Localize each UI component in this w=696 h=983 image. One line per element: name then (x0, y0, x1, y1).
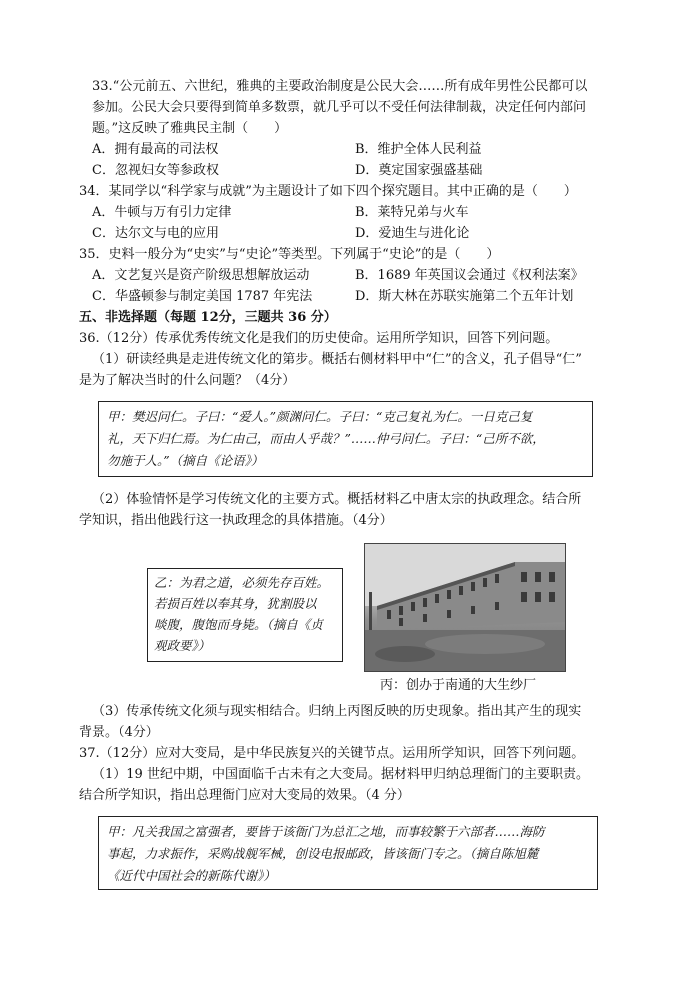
q37-part1-line1: （1）19 世纪中期，中国面临千古未有之大变局。据材料甲归纳总理衙门的主要职责。 (92, 767, 589, 782)
q36-part3-line2: 背景。（4分） (79, 725, 159, 740)
material-yi-line1: 乙：为君之道，必须先存百姓。 (154, 575, 330, 590)
q37-part1-line2: 结合所学知识，指出总理衙门应对大变局的效果。（4 分） (79, 788, 410, 803)
factory-photo (364, 543, 566, 672)
material-jia-line3: 勿施于人。”（摘自《论语》） (107, 453, 264, 468)
q33-option-c[interactable]: C．忽视妇女等参政权 (92, 163, 219, 178)
section-heading: 五、非选择题（每题 12分，三题共 36 分） (79, 310, 337, 325)
q34-option-a[interactable]: A．牛顿与万有引力定律 (92, 205, 232, 220)
q36-intro: 36.（12分）传承优秀传统文化是我们的历史使命。运用所学知识，回答下列问题。 (79, 331, 559, 346)
material-yi-box (147, 568, 343, 662)
material-jia-37-box (98, 816, 598, 890)
q33-option-d[interactable]: D．奠定国家强盛基础 (355, 163, 483, 178)
material-jia-37-line2: 事起，力求振作，采购战舰军械，创设电报邮政，皆该衙门专之。（摘自陈旭麓 (107, 846, 539, 861)
q36-part1-line1: （1）研读经典是走进传统文化的第步。概括右侧材料甲中“仁”的含义，孔子倡导“仁” (92, 352, 582, 367)
q34-option-c[interactable]: C．达尔文与电的应用 (92, 226, 219, 241)
material-yi-line2: 若损百姓以奉其身，犹割股以 (154, 596, 317, 611)
q36-part1-line2: 是为了解决当时的什么问题？（4分） (79, 373, 296, 388)
material-jia-line1: 甲：樊迟问仁。子曰：“爱人。”颜渊问仁。子曰：“克己复礼为仁。一日克己复 (107, 409, 533, 424)
q34-option-d[interactable]: D．爱迪生与进化论 (355, 226, 470, 241)
q34-stem: 34．某同学以“科学家与成就”为主题设计了如下四个探究题目。其中正确的是（ ） (79, 184, 577, 199)
q35-option-a[interactable]: A．文艺复兴是资产阶级思想解放运动 (92, 268, 310, 283)
q35-option-b[interactable]: B．1689 年英国议会通过《权利法案》 (355, 268, 584, 283)
photo-caption: 丙：创办于南通的大生纱厂 (380, 678, 537, 693)
q35-option-d[interactable]: D．斯大林在苏联实施第二个五年计划 (355, 289, 574, 304)
q37-intro: 37.（12分）应对大变局，是中华民族复兴的关键节点。运用所学知识，回答下列问题。 (79, 746, 585, 761)
q36-part3-line1: （3）传承传统文化须与现实相结合。归纳上丙图反映的历史现象。指出其产生的现实 (92, 704, 582, 719)
q33-stem-line1: 33.“公元前五、六世纪，雅典的主要政治制度是公民大会……所有成年男性公民都可以 (92, 79, 588, 94)
q36-part2-line2: 学知识，指出他践行这一执政理念的具体措施。（4分） (79, 513, 393, 528)
q33-stem-line3: 题。”这反映了雅典民主制（ ） (92, 121, 288, 136)
q34-option-b[interactable]: B．莱特兄弟与火车 (355, 205, 469, 220)
material-jia-37-line3: 《近代中国社会的新陈代谢》） (107, 868, 276, 883)
material-yi-line4: 观政要》） (154, 638, 211, 653)
q33-stem-line2: 参加。公民大会只要得到简单多数票，就几乎可以不受任何法律制裁，决定任何内部问 (92, 100, 587, 115)
material-yi-line3: 啖腹，腹饱而身毙。（摘自《贞 (154, 617, 323, 632)
material-jia-37-line1: 甲：凡关我国之富强者，要皆于该衙门为总汇之地，而事较繁于六部者……海防 (107, 824, 545, 839)
q33-option-b[interactable]: B．维护全体人民利益 (355, 142, 482, 157)
q33-option-a[interactable]: A．拥有最高的司法权 (92, 142, 219, 157)
q36-part2-line1: （2）体验情怀是学习传统文化的主要方式。概括材料乙中唐太宗的执政理念。结合所 (92, 492, 582, 507)
material-jia-box (98, 401, 593, 477)
material-jia-line2: 礼，天下归仁焉。为仁由己，而由人乎哉？”……仲弓问仁。子曰：“己所不欲， (107, 431, 545, 446)
q35-option-c[interactable]: C．华盛顿参与制定美国 1787 年宪法 (92, 289, 313, 304)
factory-photo-drawing (365, 544, 565, 671)
q35-stem: 35．史料一般分为“史实”与“史论”等类型。下列属于“史论”的是（ ） (79, 247, 500, 262)
